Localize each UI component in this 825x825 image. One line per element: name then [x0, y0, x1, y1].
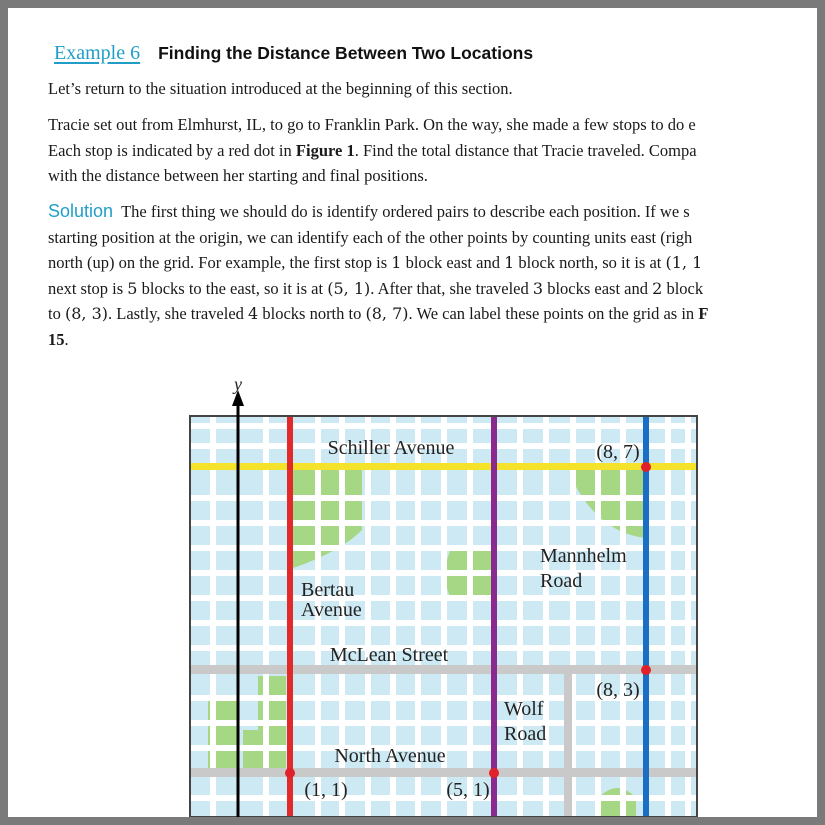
solution-line-5: to (8, 3). Lastly, she traveled 4 blocks north to (8, 7). We can label these points on the grid as in F [48, 304, 709, 323]
point-8-3-label: (8, 3) [596, 679, 640, 701]
wolf-road [491, 416, 497, 817]
point-5-1-label: (5, 1) [446, 779, 490, 801]
point-8-7-label: (8, 7) [596, 441, 640, 463]
wolf-label-1: Wolf [504, 698, 544, 720]
stop-dot-8-3 [641, 665, 651, 675]
example-link[interactable]: Example 6 [54, 42, 141, 64]
solution-line-6: 15. [48, 329, 69, 349]
bertau-avenue-road [287, 416, 293, 817]
mannheim-road [643, 416, 649, 817]
stop-dot-8-7 [641, 462, 651, 472]
figure-number: 15 [48, 329, 65, 349]
schiller-avenue-road [190, 463, 697, 470]
north-avenue-label: North Avenue [334, 745, 446, 767]
solution-line-2: starting position at the origin, we can identify each of the other points by counting units east (righ [48, 227, 693, 247]
wolf-label-2: Road [504, 723, 547, 745]
bertau-label-1: Bertau [301, 579, 355, 601]
example-title: Finding the Distance Between Two Locations [158, 43, 534, 63]
stop-dot-1-1 [285, 768, 295, 778]
mclean-street-label: McLean Street [329, 644, 449, 666]
problem-line-2: Each stop is indicated by a red dot in Figure 1. Find the total distance that Tracie traveled. Compa [48, 140, 697, 160]
figure-ref: Figure 1 [295, 140, 355, 160]
point-1-1-label: (1, 1) [304, 779, 348, 801]
problem-line-1: Tracie set out from Elmhurst, IL, to go to Franklin Park. On the way, she made a few stops to do e [48, 115, 696, 134]
intro-text: Let’s return to the situation introduced at the beginning of this section. [48, 79, 513, 98]
problem-line-3: with the distance between her starting and final positions. [48, 166, 428, 185]
textbook-page [8, 8, 817, 817]
y-axis-label: y [234, 374, 242, 394]
stop-dot-5-1 [489, 768, 499, 778]
mclean-street-road [190, 665, 697, 674]
mannheim-label-2: Road [540, 570, 583, 592]
solution-line-4: next stop is 5 blocks to the east, so it is at (5, 1). After that, she traveled 3 blocks east and 2 block [48, 278, 704, 298]
solution-line-3: north (up) on the grid. For example, the first stop is 1 block east and 1 block north, so it is at (1, 1 [48, 253, 703, 272]
schiller-avenue-label: Schiller Avenue [327, 437, 455, 459]
side-road [564, 674, 572, 817]
street-map-figure [8, 8, 817, 817]
bertau-label-2: Avenue [301, 599, 362, 621]
solution-label: Solution [48, 201, 114, 221]
north-avenue-road [190, 768, 697, 777]
solution-line-1: Solution The first thing we should do is identify ordered pairs to describe each position. If we s [48, 201, 690, 221]
mannheim-label-1: Mannhelm [540, 545, 627, 567]
